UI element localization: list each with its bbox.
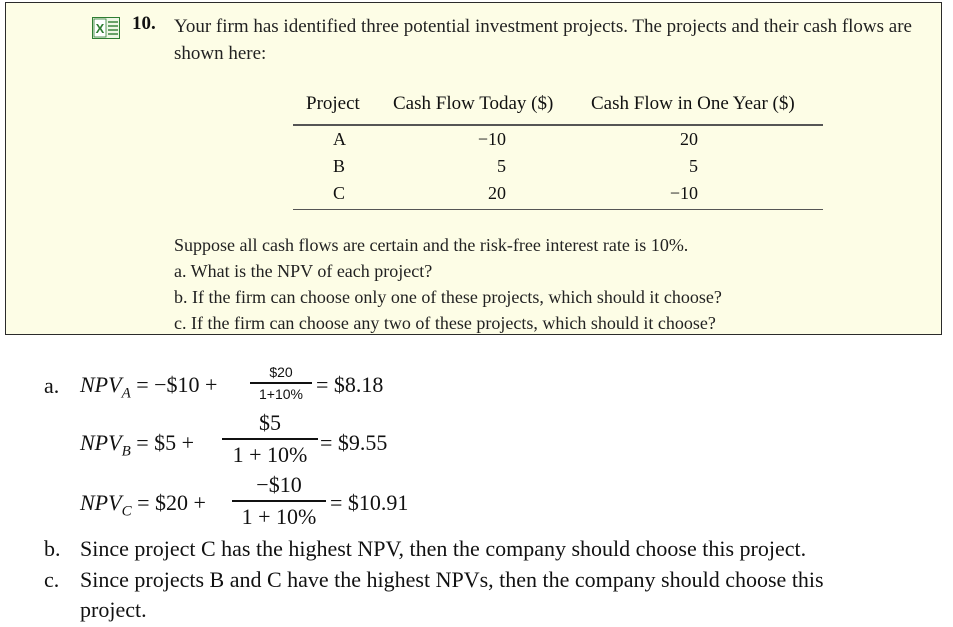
- question-b: b. If the firm can choose only one of these projects, which should it choose?: [174, 287, 722, 307]
- npv-c-denominator: 1 + 10%: [241, 503, 317, 529]
- problem-box: [5, 2, 942, 335]
- table-cell: 5: [689, 156, 698, 176]
- solution-c-text: Since projects B and C have the highest NPVs, then the company should choose this: [80, 567, 824, 592]
- npv-b-fraction: [222, 410, 318, 468]
- table-cell: −10: [477, 129, 506, 149]
- table-header-today: Cash Flow Today ($): [393, 93, 554, 114]
- npv-a-result: = $8.18: [316, 372, 384, 397]
- npv-c-prefix: = $20 +: [137, 490, 206, 515]
- problem-intro: Suppose all cash flows are certain and the risk-free interest rate is 10%.: [174, 235, 689, 255]
- table-rule-bottom: [293, 209, 823, 210]
- excel-icon: [92, 17, 120, 39]
- npv-b-subscript: B: [121, 443, 131, 460]
- npv-a-numerator: $20: [269, 364, 293, 380]
- table-cell: 20: [488, 183, 506, 203]
- table-cell: C: [333, 183, 346, 203]
- solution-c-text-continued: project.: [80, 597, 147, 622]
- table-cell: −10: [669, 183, 698, 203]
- npv-a-subscript: A: [121, 385, 131, 402]
- npv-c-fraction: [232, 472, 326, 530]
- npv-b-denominator: 1 + 10%: [232, 441, 308, 467]
- npv-a-denominator: 1+10%: [259, 385, 303, 402]
- table-header-one-year: Cash Flow in One Year ($): [591, 93, 795, 114]
- npv-a-fraction: [250, 364, 312, 402]
- npv-a-prefix: = −$10 +: [136, 372, 218, 397]
- table-cell: A: [333, 129, 346, 149]
- npv-c-equation: [80, 490, 206, 520]
- question-c: c. If the firm can choose any two of these projects, which should it choose?: [174, 313, 716, 333]
- svg-text:X: X: [95, 21, 105, 36]
- question-a: a. What is the NPV of each project?: [174, 261, 433, 281]
- npv-b-result: = $9.55: [320, 430, 388, 455]
- npv-b-prefix: = $5 +: [136, 430, 195, 455]
- table-cell: B: [333, 156, 346, 176]
- solution-a-label: a.: [44, 373, 60, 398]
- table-cell: 20: [680, 129, 698, 149]
- table-rule-top: [293, 124, 823, 126]
- npv-c-result: = $10.91: [330, 490, 409, 515]
- table-header-project: Project: [306, 93, 360, 114]
- npv-c-subscript: C: [121, 503, 132, 520]
- solution-b-label: b.: [44, 536, 61, 561]
- solution-c-label: c.: [44, 567, 60, 592]
- problem-number: 10.: [132, 13, 156, 34]
- npv-c-numerator: −$10: [256, 472, 302, 497]
- npv-a-symbol: NPV: [80, 372, 122, 397]
- npv-b-symbol: NPV: [80, 430, 122, 455]
- solution-b-text: Since project C has the highest NPV, then the company should choose this project.: [80, 536, 807, 561]
- npv-b-numerator: $5: [259, 410, 281, 435]
- npv-b-equation: [80, 430, 194, 460]
- npv-c-symbol: NPV: [80, 490, 122, 515]
- npv-a-equation: [80, 372, 217, 402]
- table-cell: 5: [497, 156, 506, 176]
- problem-statement: Your firm has identified three potential investment projects. The projects and their cash flows are shown here:: [174, 16, 912, 64]
